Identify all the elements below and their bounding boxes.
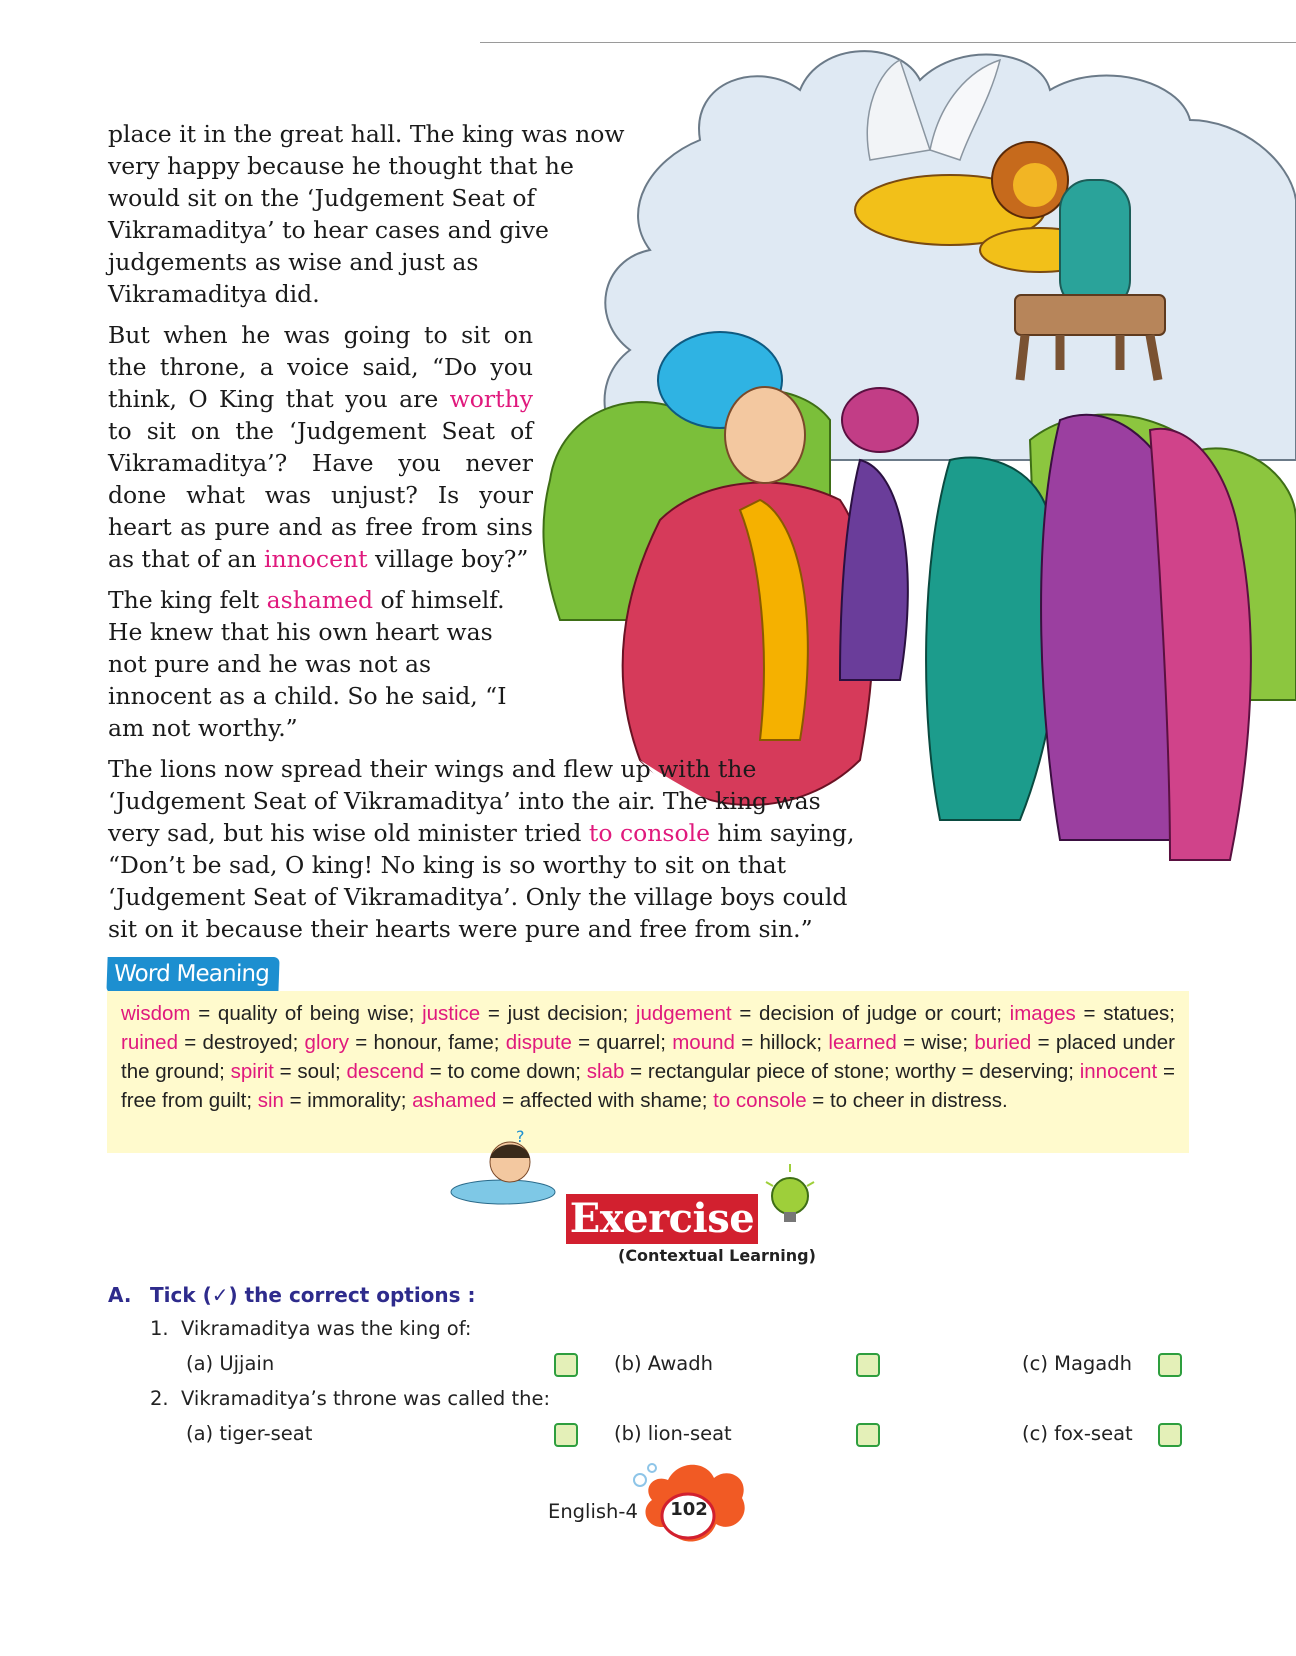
question-number: 2. xyxy=(150,1387,169,1410)
word-definition: = statues; xyxy=(1075,1002,1175,1025)
section-letter: A. xyxy=(108,1283,132,1307)
option-2b: (b) lion-seat xyxy=(614,1422,732,1445)
word-term: spirit xyxy=(230,1060,274,1083)
checkbox-1a[interactable] xyxy=(554,1353,578,1377)
word-term: glory xyxy=(304,1031,349,1054)
lightbulb-icon xyxy=(760,1160,824,1240)
story-paragraph xyxy=(108,584,508,744)
story-text-run: to sit on the ‘Judgement Seat of Vikramaditya’? Have you never done what was unjust? Is your heart as pure and as free from sins as that of an xyxy=(108,417,533,573)
story-text-run: But when he was going to sit on the throne, a voice said, “Do you think, O King that you are xyxy=(108,321,533,413)
option-1b: (b) Awadh xyxy=(614,1352,713,1375)
story-text-run: of himself. He knew that his own heart was not pure and he was not as innocent as a child. So he said, “I am not worthy.” xyxy=(108,586,507,742)
checkbox-2c[interactable] xyxy=(1158,1423,1182,1447)
word-term: wisdom xyxy=(121,1002,191,1025)
option-1a: (a) Ujjain xyxy=(186,1352,275,1375)
option-2a: (a) tiger-seat xyxy=(186,1422,313,1445)
vocab-word: innocent xyxy=(263,545,368,573)
vocab-word: worthy xyxy=(449,385,533,413)
page-number: 102 xyxy=(670,1499,708,1520)
word-definition: = free from guilt; xyxy=(121,1060,1175,1112)
word-definition: = hillock; xyxy=(734,1031,829,1054)
word-term: ruined xyxy=(121,1031,178,1054)
word-definition: = quarrel; xyxy=(571,1031,673,1054)
word-term: justice xyxy=(422,1002,481,1025)
word-meaning-box xyxy=(107,991,1189,1153)
question-2 xyxy=(150,1387,550,1410)
word-term: innocent xyxy=(1079,1060,1158,1083)
checkbox-1b[interactable] xyxy=(856,1353,880,1377)
vocab-word: to console xyxy=(588,819,711,847)
section-heading-text: Tick (✓) the correct options : xyxy=(150,1283,476,1307)
word-definition: = decision of judge or court; xyxy=(731,1002,1010,1025)
word-term: dispute xyxy=(505,1031,572,1054)
story-text-run: place it in the great hall. The king was now very happy because he thought that he would sit on the ‘Judgement Seat of Vikramaditya’ to hear cases and give judgements as wise and just as Vikramaditya did. xyxy=(108,120,625,308)
word-term: images xyxy=(1009,1002,1076,1025)
question-text: Vikramaditya’s throne was called the: xyxy=(181,1387,551,1410)
word-term: learned xyxy=(828,1031,897,1054)
story-text-run: him saying, “Don’t be sad, O king! No king is so worthy to sit on that ‘Judgement Seat of Vikramaditya’. Only the village boys could sit on it because their hearts were pure and free from sin.” xyxy=(108,819,855,943)
question-number: 1. xyxy=(150,1317,169,1340)
word-definition: = to cheer in distress. xyxy=(806,1089,1008,1112)
student-reading-icon xyxy=(448,1130,558,1210)
word-term: buried xyxy=(974,1031,1032,1054)
exercise-title: Exercise xyxy=(566,1194,758,1244)
option-1c: (c) Magadh xyxy=(1022,1352,1132,1375)
word-definition: = soul; xyxy=(273,1060,347,1083)
word-definition: = honour, fame; xyxy=(348,1031,506,1054)
word-term: descend xyxy=(346,1060,424,1083)
word-definition: = immorality; xyxy=(283,1089,413,1112)
word-term: to console xyxy=(713,1089,807,1112)
word-term: judgement xyxy=(635,1002,732,1025)
story-paragraph xyxy=(108,319,533,575)
word-definition: = to come down; xyxy=(423,1060,587,1083)
word-definition: = rectangular piece of stone; worthy = deserving; xyxy=(624,1060,1080,1083)
story-paragraph xyxy=(108,753,868,945)
story-text xyxy=(108,118,908,945)
word-term: slab xyxy=(586,1060,625,1083)
checkbox-2b[interactable] xyxy=(856,1423,880,1447)
word-definition: = quality of being wise; xyxy=(190,1002,423,1025)
story-text-run: The lions now spread their wings and flew up with the ‘Judgement Seat of Vikramaditya’ into the air. The king was very sad, but his wise old minister tried xyxy=(108,755,821,847)
word-term: ashamed xyxy=(412,1089,497,1112)
word-definition: = just decision; xyxy=(480,1002,636,1025)
word-meaning-label: Word Meaning xyxy=(106,957,279,993)
question-1 xyxy=(150,1317,471,1340)
question-text: Vikramaditya was the king of: xyxy=(181,1317,472,1340)
book-name: English-4 xyxy=(548,1500,638,1523)
question-section-heading xyxy=(108,1283,476,1307)
story-text-run: village boy?” xyxy=(367,545,529,573)
story-text-run: The king felt xyxy=(108,586,267,614)
word-term: sin xyxy=(257,1089,284,1112)
svg-text:?: ? xyxy=(516,1130,525,1146)
word-term: mound xyxy=(672,1031,735,1054)
story-paragraph xyxy=(108,118,633,310)
checkbox-2a[interactable] xyxy=(554,1423,578,1447)
word-definition: = wise; xyxy=(896,1031,975,1054)
exercise-subtitle: (Contextual Learning) xyxy=(618,1246,816,1265)
checkbox-1c[interactable] xyxy=(1158,1353,1182,1377)
vocab-word: ashamed xyxy=(266,586,374,614)
option-2c: (c) fox-seat xyxy=(1022,1422,1133,1445)
word-definition: = destroyed; xyxy=(178,1031,305,1054)
word-definition: = placed under the ground; xyxy=(121,1031,1175,1083)
word-definition: = affected with shame; xyxy=(496,1089,714,1112)
